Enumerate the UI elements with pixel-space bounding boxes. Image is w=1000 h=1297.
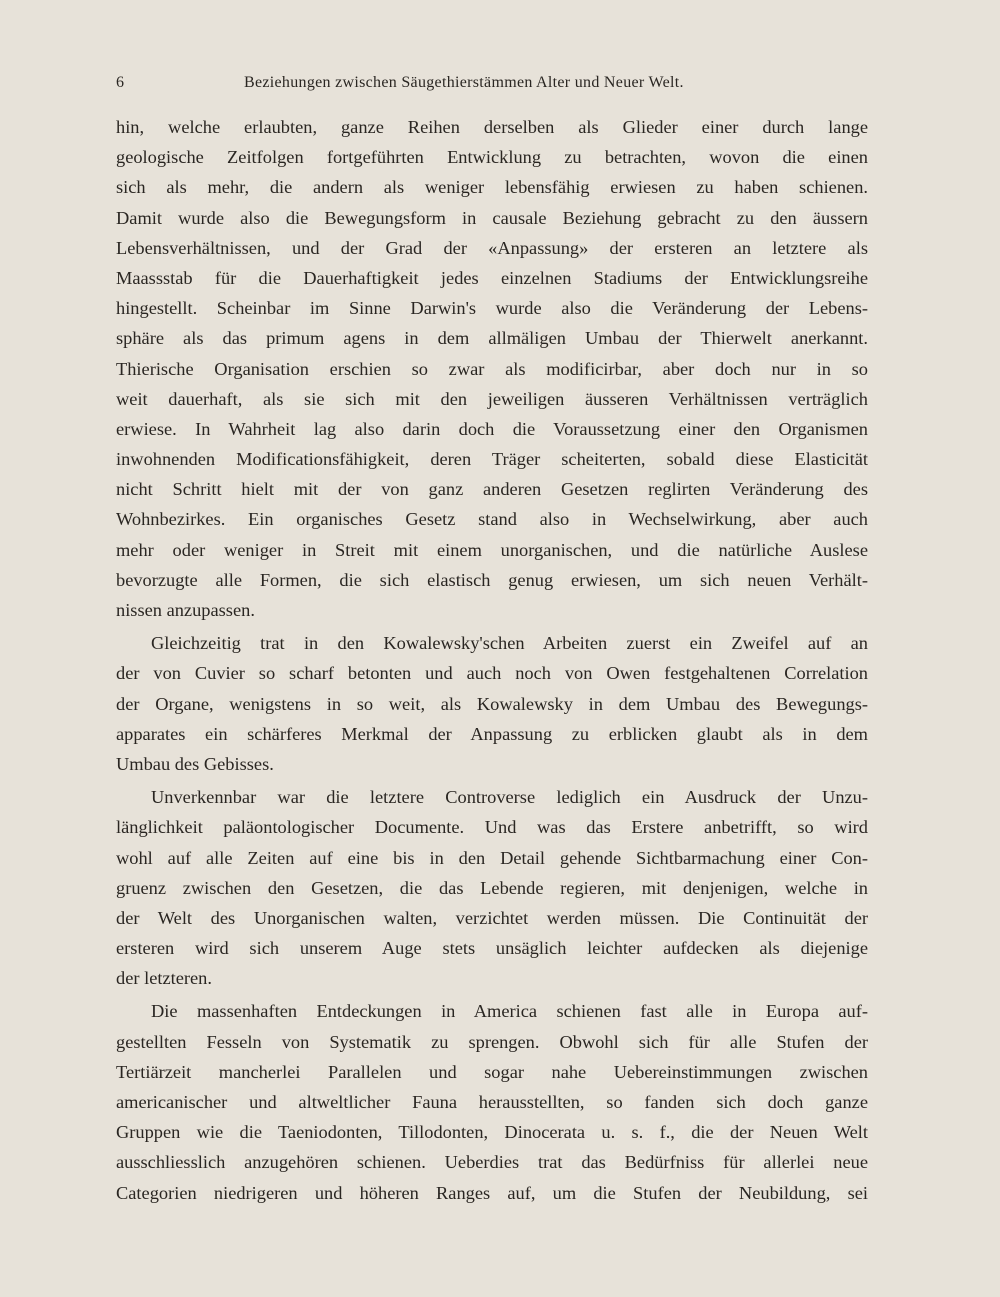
text-line: wohl auf alle Zeiten auf eine bis in den Detail gehende Sichtbarmachung einer Con-	[116, 847, 868, 868]
running-head	[116, 74, 866, 98]
paragraph	[116, 112, 868, 625]
text-line: inwohnenden Modificationsfähigkeit, deren Träger scheiterten, sobald diese Elasticität	[116, 449, 868, 470]
text-line: bevorzugte alle Formen, die sich elastisch genug erwiesen, um sich neuen Verhält-	[116, 569, 868, 590]
text-line: geologische Zeitfolgen fortgeführten Entwicklung zu betrachten, wovon die einen	[116, 147, 868, 168]
text-line: Lebensverhältnissen, und der Grad der «Anpassung» der ersteren an letztere als	[116, 237, 868, 258]
paragraph	[116, 628, 868, 779]
text-line: mehr oder weniger in Streit mit einem unorganischen, und die natürliche Auslese	[116, 539, 868, 560]
page-number: 6	[116, 74, 125, 91]
text-line: der letzteren.	[116, 968, 212, 989]
text-line: Thierische Organisation erschien so zwar als modificirbar, aber doch nur in so	[116, 358, 868, 379]
text-line: Die massenhaften Entdeckungen in America schienen fast alle in Europa auf-	[151, 1001, 868, 1022]
text-line: hin, welche erlaubten, ganze Reihen derselben als Glieder einer durch lange	[116, 117, 868, 137]
text-line: Umbau des Gebisses.	[116, 753, 274, 774]
text-line: erwiese. In Wahrheit lag also darin doch die Voraussetzung einer den Organismen	[116, 418, 868, 439]
text-line: nissen anzupassen.	[116, 600, 255, 620]
text-line: der von Cuvier so scharf betonten und auch noch von Owen festgehaltenen Correlation	[116, 663, 868, 684]
text-line: Unverkennbar war die letztere Controverse lediglich ein Ausdruck der Unzu-	[151, 787, 868, 808]
paragraph	[116, 996, 868, 1207]
text-line: Categorien niedrigeren und höheren Ranges auf, um die Stufen der Neubildung, sei	[116, 1182, 868, 1203]
text-line: Wohnbezirkes. Ein organisches Gesetz stand also in Wechselwirkung, aber auch	[116, 509, 868, 530]
body-text	[116, 112, 868, 1208]
text-line: Tertiärzeit mancherlei Parallelen und sogar nahe Uebereinstimmungen zwischen	[116, 1061, 868, 1082]
text-line: gestellten Fesseln von Systematik zu sprengen. Obwohl sich für alle Stufen der	[116, 1031, 868, 1052]
running-title: Beziehungen zwischen Säugethierstämmen Alter und Neuer Welt.	[244, 74, 684, 91]
text-line: Maassstab für die Dauerhaftigkeit jedes einzelnen Stadiums der Entwicklungsreihe	[116, 267, 868, 288]
text-line: der Welt des Unorganischen walten, verzichtet werden müssen. Die Continuität der	[116, 907, 868, 928]
text-line: sphäre als das primum agens in dem allmäligen Umbau der Thierwelt anerkannt.	[116, 328, 868, 349]
text-line: nicht Schritt hielt mit der von ganz anderen Gesetzen reglirten Veränderung des	[116, 479, 868, 500]
text-line: apparates ein schärferes Merkmal der Anpassung zu erblicken glaubt als in dem	[116, 723, 868, 744]
text-line: Gruppen wie die Taeniodonten, Tillodonten, Dinocerata u. s. f., die der Neuen Welt	[116, 1122, 868, 1143]
text-line: Damit wurde also die Bewegungsform in causale Beziehung gebracht zu den äussern	[116, 207, 868, 228]
text-line: gruenz zwischen den Gesetzen, die das Lebende regieren, mit denjenigen, welche in	[116, 877, 868, 898]
text-line: ersteren wird sich unserem Auge stets unsäglich leichter aufdecken als diejenige	[116, 938, 868, 959]
text-line: hingestellt. Scheinbar im Sinne Darwin's wurde also die Veränderung der Lebens-	[116, 298, 868, 319]
text-line: weit dauerhaft, als sie sich mit den jeweiligen äusseren Verhältnissen verträglich	[116, 388, 868, 409]
text-line: Gleichzeitig trat in den Kowalewsky'schen Arbeiten zuerst ein Zweifel auf an	[151, 633, 868, 654]
text-line: americanischer und altweltlicher Fauna herausstellten, so fanden sich doch ganze	[116, 1092, 868, 1112]
text-line: ausschliesslich anzugehören schienen. Ueberdies trat das Bedürfniss für allerlei neue	[116, 1152, 868, 1173]
text-line: länglichkeit paläontologischer Documente. Und was das Erstere anbetrifft, so wird	[116, 817, 868, 838]
text-line: sich als mehr, die andern als weniger lebensfähig erwiesen zu haben schienen.	[116, 177, 868, 198]
text-line: der Organe, wenigstens in so weit, als Kowalewsky in dem Umbau des Bewegungs-	[116, 693, 868, 714]
paragraph	[116, 782, 868, 993]
